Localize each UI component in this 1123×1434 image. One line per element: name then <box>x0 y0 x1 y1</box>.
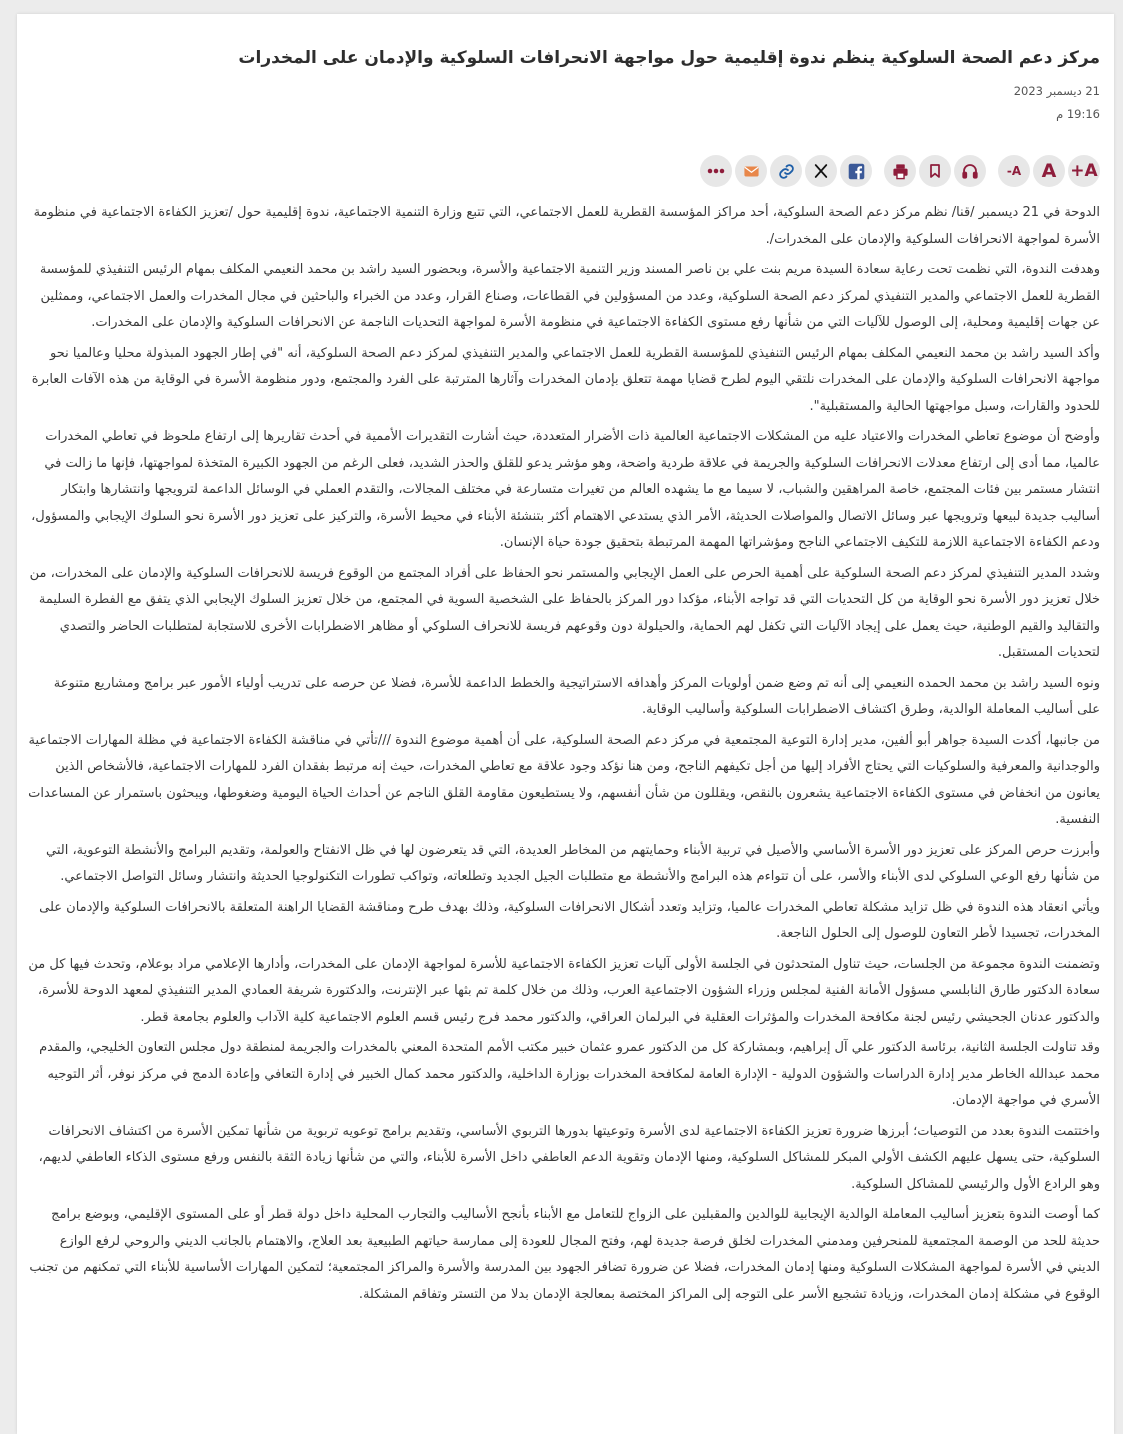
listen-button[interactable] <box>954 155 986 187</box>
article-paragraph: وقد تناولت الجلسة الثانية، برئاسة الدكتور علي آل إبراهيم، وبمشاركة كل من الدكتور عمرو عثمان خبير مكتب الأمم المتحدة المعني بالمخدرات والجريمة لمنطقة دول مجلس التعاون الخليجي، والمقدم محمد عبدالله الخاطر مدير إدارة الدراسات والشؤون الدولية - الإدارة العامة لمكافحة المخدرات بوزارة الداخلية، والدكتور محمد كمال الخبير في إدارة التعافي وإعادة الدمج في مركز نوفر، أثر التوجيه الأسري في مواجهة الإدمان. <box>39 1040 1100 1108</box>
article-paragraph: وشدد المدير التنفيذي لمركز دعم الصحة السلوكية على أهمية الحرص على العمل الإيجابي والمستمر نحو الحفاظ على أفراد المجتمع من الوقوع فريسة للانحرافات السلوكية والإدمان على المخدرات، من خلال تعزيز دور الأسرة نحو الوقاية من كل التحديات التي قد تواجه الأبناء، مؤكدا دور المركز بالحفاظ على الشخصية السوية في المجتمع، من خلال تعزيز السلوك الإيجابي الذي يتفق مع الفطرة السليمة والتقاليد والقيم الوطنية، حيث يعمل على إيجاد الآليات التي تكفل لهم الحماية، والحيلولة دون وقوعهم فريسة للانحراف السلوكي أو مظاهر الاضطرابات الأخرى للاستجابة لمتطلبات الحاضر والتصدي لتحديات المستقبل. <box>29 565 1100 660</box>
article-date: 21 ديسمبر 2023 <box>1013 84 1100 98</box>
more-share-button[interactable] <box>700 155 732 187</box>
font-increase-label: A+ <box>1070 160 1098 181</box>
bookmark-button[interactable] <box>919 155 951 187</box>
article-card <box>17 14 1114 1434</box>
bookmark-icon <box>927 163 943 179</box>
article-paragraph: كما أوصت الندوة بتعزيز أساليب المعاملة الوالدية الإيجابية للوالدين والمقبلين على الزواج للتعامل مع الأبناء بأنجح الأساليب والتجارب المحلية داخل دولة قطر أو على المستوى الإقليمي، وبوضع برامج حديثة للحد من الوصمة المجتمعية للمنحرفين ومدمني المخدرات لخلق فرصة جديدة لهم، وفتح المجال للعودة إلى ممارسة حياتهم الطبيعية بعد العلاج، والاهتمام بالجانب الديني والروحي لرفع الوازع الديني في الأسرة لمواجهة المشكلات السلوكية ومنها إدمان المخدرات، فضلا عن ضرورة تضافر الجهود بين المدرسة والأسرة والمراكز المجتمعية؛ لتمكين المهارات الأساسية للأبناء التي تمكنهم من تجنب الوقوع في مشكلة إدمان المخدرات، وزيادة تشجيع الأسر على التوجه إلى المراكز المختصة بمعالجة الإدمان بدلا من التستر وتفاقم المشكلة. <box>29 1207 1100 1302</box>
font-decrease-button[interactable] <box>998 155 1030 187</box>
article-paragraph: وأبرزت حرص المركز على تعزيز دور الأسرة الأساسي والأصيل في تربية الأبناء وحمايتهم من المخاطر العديدة، التي قد يتعرضون لها في ظل الانفتاح والعولمة، وتقديم البرامج والأنشطة التوعوية، التي من شأنها رفع الوعي السلوكي لدى الأبناء والأسر، على أن تتواءم هذه البرامج والأنشطة مع متطلبات الجيل الجديد وتطلعاته، وتواكب تطورات التكنولوجيا الحديثة وانتشار وسائل التواصل الاجتماعي. <box>45 842 1100 884</box>
font-decrease-label: A- <box>1006 164 1022 178</box>
font-reset-button[interactable] <box>1033 155 1065 187</box>
facebook-icon <box>848 163 865 180</box>
article-body <box>27 200 1100 1312</box>
x-share-button[interactable] <box>805 155 837 187</box>
article-toolbar <box>697 155 1100 187</box>
facebook-share-button[interactable] <box>840 155 872 187</box>
link-icon <box>778 163 795 180</box>
email-share-button[interactable] <box>735 155 767 187</box>
headphones-icon <box>961 162 979 180</box>
article-paragraph: من جانبها، أكدت السيدة جواهر أبو ألفين، مدير إدارة التوعية المجتمعية في مركز دعم الصحة السلوكية، على أن أهمية موضوع الندوة ///تأتي في مناقشة الكفاءة الاجتماعية في مظلة المهارات الاجتماعية والوجدانية والمعرفية والسلوكيات التي يحتاج الأفراد إليها من أجل تكيفهم الناجح، ومن هنا نؤكد وجود علاقة مع تعاطي المخدرات، حيث إنه مرتبط بفقدان الفرد للمهارات الاجتماعية، فالأشخاص الذين يعانون من انخفاض في مستوى الكفاءة الاجتماعية يشعرون بالنقص، ويقللون من شأن أنفسهم، ولا يستطيعون مقاومة القلق الناجم عن أحداث الحياة اليومية وضغوطها، ويبحثون باستمرار عن المساعدات النفسية. <box>28 732 1100 827</box>
article-paragraph: وأكد السيد راشد بن محمد النعيمي المكلف بمهام الرئيس التنفيذي للمؤسسة القطرية للعمل الاجتماعي والمدير التنفيذي لمركز دعم الصحة السلوكية، أنه "في إطار الجهود المبذولة محليا وعالميا نحو مواجهة الانحرافات السلوكية والإدمان على المخدرات نلتقي اليوم لطرح قضايا مهمة تتعلق بإدمان المخدرات وآثارها المترتبة على الفرد والمجتمع، ودور منظومة الأسرة في الوقاية من هذه الآفات العابرة للحدود والقارات، وسبل مواجهتها الحالية والمستقبلية". <box>31 345 1100 414</box>
font-increase-button[interactable] <box>1068 155 1100 187</box>
article-time: 19:16 م <box>1056 107 1100 121</box>
email-icon <box>743 163 760 180</box>
print-button[interactable] <box>884 155 916 187</box>
article-title: مركز دعم الصحة السلوكية ينظم ندوة إقليمية حول مواجهة الانحرافات السلوكية والإدمان على المخدرات <box>238 48 1100 68</box>
print-icon <box>892 163 909 180</box>
article-container <box>17 14 1100 1434</box>
article-paragraph: ويأتي انعقاد هذه الندوة في ظل تزايد مشكلة تعاطي المخدرات عالميا، وتزايد وتعدد أشكال الانحرافات السلوكية، وذلك بهدف طرح ومناقشة القضايا الراهنة المتعلقة بالانحرافات السلوكية والإدمان على المخدرات، تجسيدا لأطر التعاون للوصول إلى الحلول الناجعة. <box>39 899 1100 941</box>
article-paragraph: وتضمنت الندوة مجموعة من الجلسات، حيث تناول المتحدثون في الجلسة الأولى آليات تعزيز الكفاءة الاجتماعية للأسرة لمواجهة الإدمان على المخدرات، وأدارها الإعلامي مراد بوعلام، وتحدث فيها كل من سعادة الدكتور طارق النابلسي مسؤول الأمانة الفنية لمجلس وزراء الشؤون الاجتماعية العرب، وذلك من خلال كلمة تم بثها عبر الإنترنت، والدكتورة شريفة العمادي المدير التنفيذي لمعهد الدوحة للأسرة، والدكتور عدنان الجحيشي رئيس لجنة مكافحة المخدرات والمؤثرات العقلية في البرلمان العراقي، والدكتور محمد فرج رئيس قسم العلوم الاجتماعية كلية الآداب والعلوم بجامعة قطر. <box>28 956 1100 1025</box>
article-paragraph: ونوه السيد راشد بن محمد الحمده النعيمي إلى أنه تم وضع ضمن أولويات المركز وأهدافه الاستراتيجية والخطط الداعمة للأسرة، فضلا عن حرصه على تدريب أولياء الأمور عبر برامج ومشاريع متنوعة على أساليب المعاملة الوالدية، وطرق اكتشاف الاضطرابات السلوكية وأساليب الوقاية. <box>53 675 1100 717</box>
article-paragraph: واختتمت الندوة بعدد من التوصيات؛ أبرزها ضرورة تعزيز الكفاءة الاجتماعية لدى الأسرة وتوعيتها بدورها التربوي الأساسي، وتقديم برامج توعويه تربوية من شأنها تمكين الأسرة من اكتشاف الانحرافات السلوكية، حتى يسهل عليهم الكشف الأولي المبكر للمشاكل السلوكية، ومنها الإدمان وتقوية الدعم العاطفي داخل الأسرة للأبناء، والتي من شأنها زيادة الثقة بالنفس ورفع مستوى الذكاء العاطفي لديهم، وهو الرادع الأول والرئيسي للمشاكل السلوكية. <box>38 1123 1100 1192</box>
x-icon <box>813 163 829 179</box>
font-reset-label: A <box>1041 159 1057 182</box>
article-paragraph: وأوضح أن موضوع تعاطي المخدرات والاعتياد عليه من المشكلات الاجتماعية العالمية ذات الأضرار المتعددة، حيث أشارت التقديرات الأممية في أحدث تقاريرها إلى ارتفاع ملحوظ في تعاطي المخدرات عالميا، مما أدى إلى ارتفاع معدلات الانحرافات السلوكية والجريمة في علاقة طردية واضحة، وهو مؤشر يدعو للقلق والحذر الشديد، فعلى الرغم من الجهود الكبيرة المتخذة لمواجهتها، فإنها ما زالت في انتشار مستمر بين فئات المجتمع، خاصة المراهقين والشباب، لا سيما مع ما يشهده العالم من تغيرات متسارعة في مختلف المجالات، والتقدم العملي في الوسائل الداعمة لترويجها وانتشارها وابتكار أساليب جديدة لبيعها وترويجها عبر وسائل الاتصال والمواصلات الحديثة، الأمر الذي يستدعي الاهتمام أكثر بتنشئة الأبناء في محيط الأسرة، والتركيز على تعزيز دور الأسرة نحو السلوك الإيجابي والمسؤول، ودعم الكفاءة الاجتماعية اللازمة للتكيف الاجتماعي الناجح ومؤشراتها المهمة المرتبطة بتحقيق جودة حياة الإنسان. <box>31 429 1100 550</box>
article-paragraph: الدوحة في 21 ديسمبر /قنا/ نظم مركز دعم الصحة السلوكية، أحد مراكز المؤسسة القطرية للعمل الاجتماعي، التي تتبع وزارة التنمية الاجتماعية، ندوة إقليمية حول /تعزيز الكفاءة الاجتماعية في منظومة الأسرة لمواجهة الانحرافات السلوكية والإدمان على المخدرات/. <box>33 205 1100 247</box>
copy-link-button[interactable] <box>770 155 802 187</box>
article-paragraph: وهدفت الندوة، التي نظمت تحت رعاية سعادة السيدة مريم بنت علي بن ناصر المسند وزير التنمية الاجتماعية والأسرة، وبحضور السيد راشد بن محمد النعيمي المكلف بمهام الرئيس التنفيذي للمؤسسة القطرية للعمل الاجتماعي والمدير التنفيذي لمركز دعم الصحة السلوكية، وعدد من المسؤولين في القطاعات، وصناع القرار، وعدد من الخبراء والباحثين في مجال المخدرات والعمل الاجتماعي، وممثلين عن جهات إقليمية ومحلية، إلى الوصول للآليات التي من شأنها رفع مستوى الكفاءة الاجتماعية في منظومة الأسرة لمواجهة التحديات الناجمة عن الانحرافات السلوكية والإدمان على المخدرات. <box>39 262 1100 330</box>
more-icon <box>707 168 725 174</box>
